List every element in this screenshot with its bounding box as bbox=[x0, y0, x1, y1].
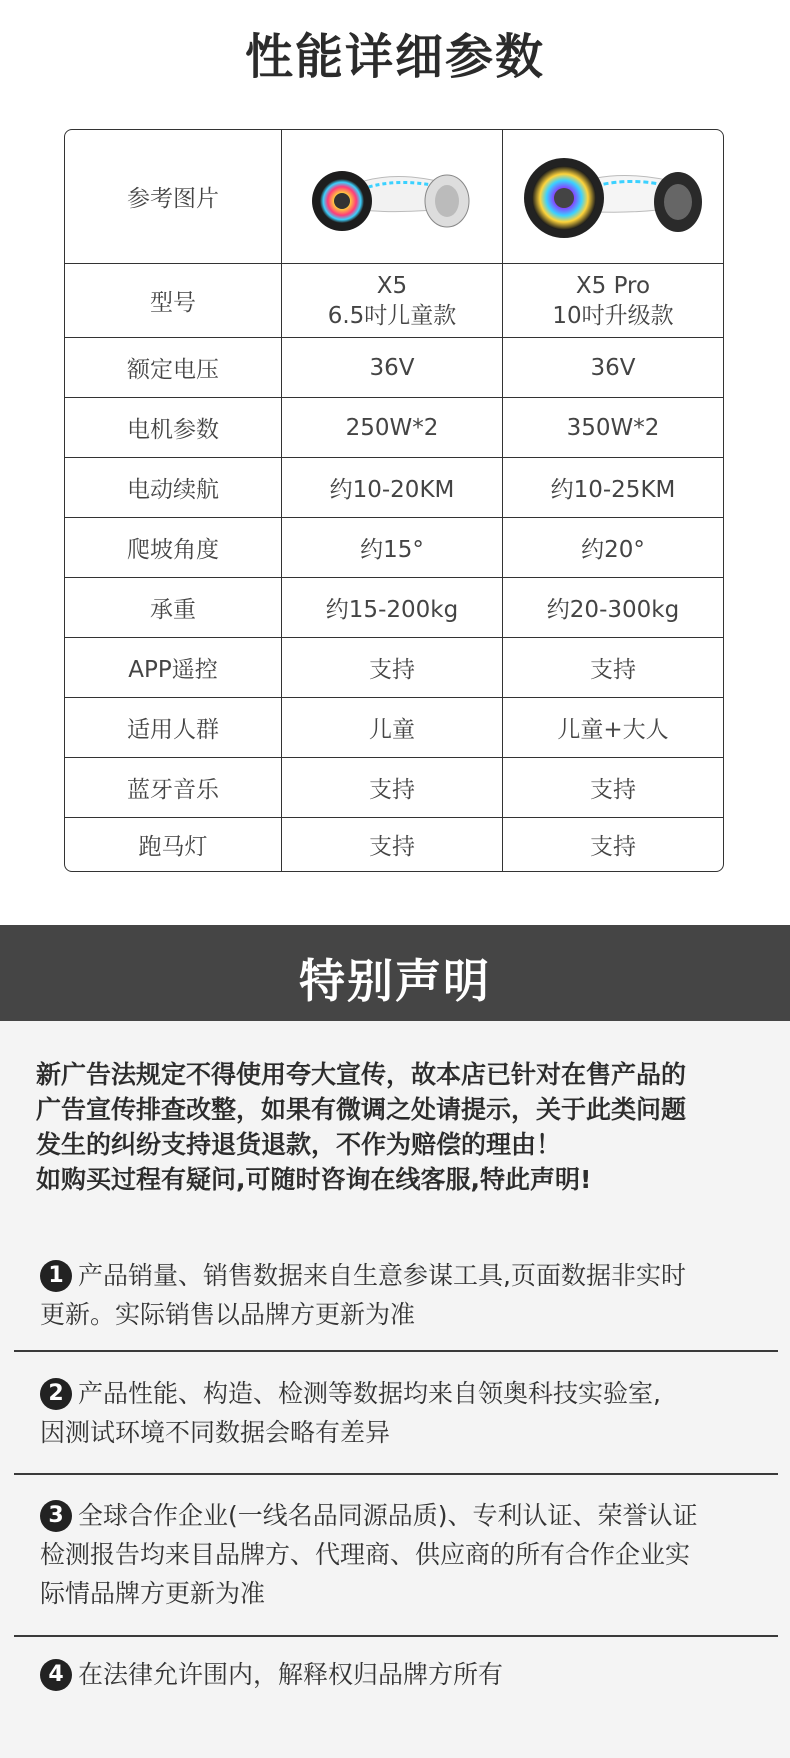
notice-item-2 bbox=[40, 1374, 760, 1452]
table-row bbox=[65, 818, 723, 871]
hoverboard-x5-image bbox=[302, 149, 482, 239]
cell-value: 支持 bbox=[590, 834, 636, 860]
row-label: 跑马灯 bbox=[65, 818, 282, 871]
product-image-x5-pro bbox=[503, 130, 723, 264]
notice-item-3 bbox=[40, 1496, 760, 1613]
hoverboard-x5-pro-image bbox=[518, 144, 708, 244]
spec-table bbox=[64, 129, 724, 872]
number-badge-icon: 2 bbox=[40, 1378, 72, 1410]
cell-value: 350W*2 bbox=[503, 398, 723, 458]
cell-value: 支持 bbox=[282, 758, 503, 818]
intro-line: 新广告法规定不得使用夸大宣传，故本店已针对在售产品的 bbox=[36, 1060, 687, 1089]
cell-value: 支持 bbox=[503, 638, 723, 698]
model-name: X5 bbox=[376, 272, 408, 299]
note-line: 更新。实际销售以品牌方更新为准 bbox=[40, 1300, 416, 1329]
table-row bbox=[65, 458, 723, 518]
divider bbox=[14, 1473, 778, 1475]
divider bbox=[14, 1635, 778, 1637]
cell-value: 儿童+大人 bbox=[503, 698, 723, 758]
cell-value: 支持 bbox=[503, 758, 723, 818]
divider bbox=[14, 1350, 778, 1352]
table-row bbox=[65, 638, 723, 698]
intro-line: 广告宣传排查改整，如果有微调之处请提示，关于此类问题 bbox=[36, 1095, 687, 1124]
page-title: 性能详细参数 bbox=[244, 29, 545, 85]
notice-banner bbox=[0, 925, 790, 1021]
row-label: APP遥控 bbox=[65, 638, 282, 698]
cell-value: 约15° bbox=[282, 518, 503, 578]
cell-value: 约10-20KM bbox=[282, 458, 503, 518]
row-label: 承重 bbox=[65, 578, 282, 638]
cell-value: 36V bbox=[503, 338, 723, 398]
row-label: 爬坡角度 bbox=[65, 518, 282, 578]
notice-item-1 bbox=[40, 1256, 760, 1334]
model-variant: 6.5吋儿童款 bbox=[327, 302, 457, 329]
cell-value: 儿童 bbox=[282, 698, 503, 758]
model-name: X5 Pro bbox=[575, 272, 651, 299]
note-line: 产品销量、销售数据来自生意参谋工具,页面数据非实时 bbox=[78, 1261, 686, 1290]
notice-item-4 bbox=[40, 1655, 760, 1694]
row-label: 蓝牙音乐 bbox=[65, 758, 282, 818]
note-line: 在法律允许围内，解释权归品牌方所有 bbox=[78, 1660, 504, 1689]
table-row bbox=[65, 130, 723, 264]
table-row bbox=[65, 758, 723, 818]
cell-value bbox=[503, 264, 723, 338]
cell-value bbox=[282, 264, 503, 338]
note-line: 全球合作企业(一线名品同源品质)、专利认证、荣誉认证 bbox=[78, 1501, 698, 1530]
notice-title: 特别声明 bbox=[299, 954, 491, 1008]
table-row bbox=[65, 698, 723, 758]
table-row bbox=[65, 398, 723, 458]
table-row bbox=[65, 578, 723, 638]
note-line: 产品性能、构造、检测等数据均来自领奥科技实验室, bbox=[78, 1379, 661, 1408]
note-line: 检测报告均来目品牌方、代理商、供应商的所有合作企业实 bbox=[40, 1540, 691, 1569]
product-image-x5 bbox=[282, 130, 503, 264]
cell-value: 约20-300kg bbox=[503, 578, 723, 638]
cell-value: 250W*2 bbox=[282, 398, 503, 458]
table-row bbox=[65, 264, 723, 338]
number-badge-icon: 4 bbox=[40, 1659, 72, 1691]
intro-line: 发生的纠纷支持退货退款，不作为赔偿的理由！ bbox=[36, 1130, 562, 1159]
cell-value: 36V bbox=[282, 338, 503, 398]
number-badge-icon: 1 bbox=[40, 1260, 72, 1292]
note-line: 际情品牌方更新为准 bbox=[40, 1579, 266, 1608]
cell-value: 约10-25KM bbox=[503, 458, 723, 518]
number-badge-icon: 3 bbox=[40, 1500, 72, 1532]
row-label: 型号 bbox=[65, 264, 282, 338]
row-label: 电机参数 bbox=[65, 398, 282, 458]
cell-value: 支持 bbox=[282, 638, 503, 698]
cell-value: 约15-200kg bbox=[282, 578, 503, 638]
table-row bbox=[65, 518, 723, 578]
notice-intro bbox=[36, 1057, 756, 1197]
row-label: 参考图片 bbox=[65, 130, 282, 264]
row-label: 额定电压 bbox=[65, 338, 282, 398]
table-row bbox=[65, 338, 723, 398]
cell-value: 支持 bbox=[282, 818, 503, 871]
row-label: 适用人群 bbox=[65, 698, 282, 758]
model-variant: 10吋升级款 bbox=[552, 302, 674, 329]
intro-line: 如购买过程有疑问,可随时咨询在线客服,特此声明! bbox=[36, 1165, 592, 1194]
row-label: 电动续航 bbox=[65, 458, 282, 518]
cell-value: 约20° bbox=[503, 518, 723, 578]
note-line: 因测试环境不同数据会略有差异 bbox=[40, 1418, 391, 1447]
